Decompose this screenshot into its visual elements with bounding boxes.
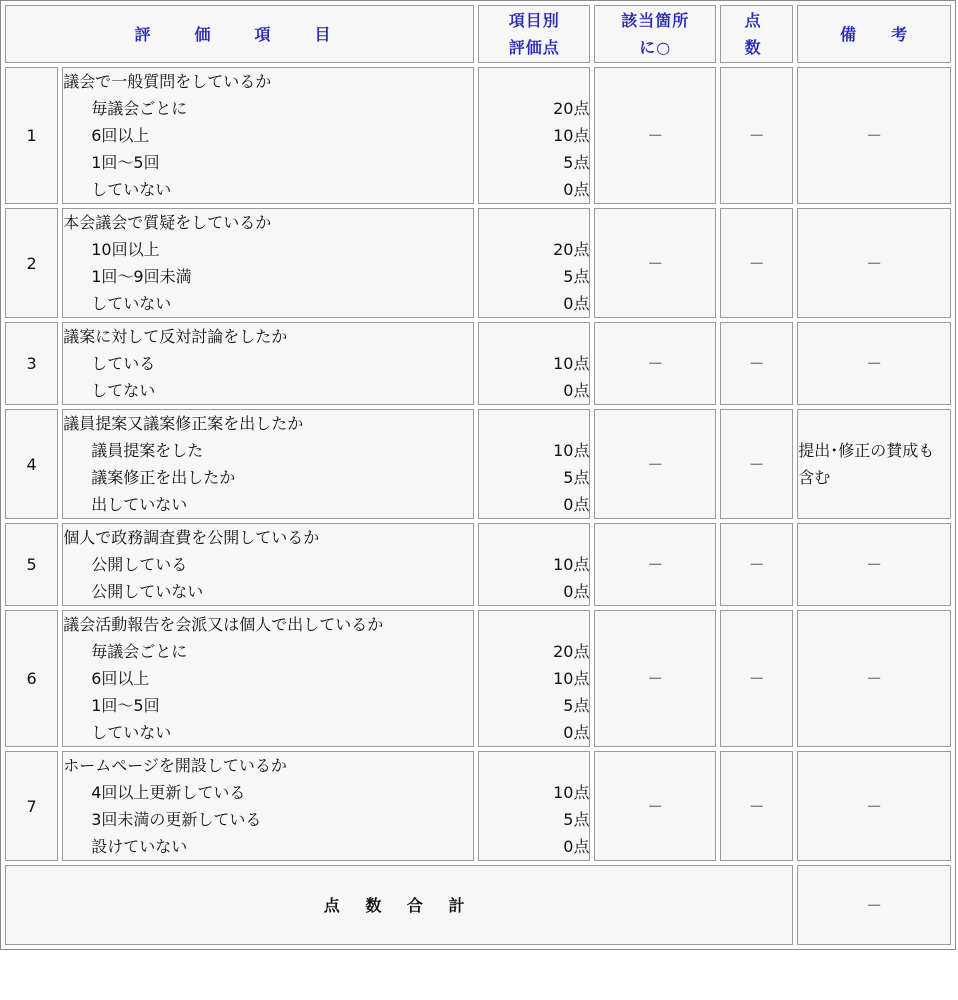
row-item-points bbox=[478, 208, 590, 318]
score-cell: － bbox=[720, 67, 793, 204]
row-item bbox=[62, 523, 474, 606]
score-cell: － bbox=[720, 610, 793, 747]
question-text: 個人で政務調査費を公開しているか bbox=[63, 528, 320, 547]
remark-cell: － bbox=[797, 610, 951, 747]
option-text: 1回～5回 bbox=[91, 696, 160, 715]
option-points: 5点 bbox=[563, 810, 590, 829]
option-points: 0点 bbox=[563, 180, 590, 199]
remark-cell: － bbox=[797, 67, 951, 204]
remark-cell: － bbox=[797, 523, 951, 606]
option-text: 1回～5回 bbox=[91, 153, 160, 172]
applicable-cell: － bbox=[594, 523, 716, 606]
option-points: 5点 bbox=[563, 696, 590, 715]
row-item bbox=[62, 208, 474, 318]
option-text: している bbox=[91, 354, 156, 373]
option-text: していない bbox=[91, 723, 172, 742]
option-text: 6回以上 bbox=[91, 126, 150, 145]
option-points: 10点 bbox=[553, 354, 590, 373]
row-item-points bbox=[478, 409, 590, 519]
option-points: 0点 bbox=[563, 582, 590, 601]
option-text: してない bbox=[91, 381, 156, 400]
row-item-points bbox=[478, 322, 590, 405]
header-points: 点 数 bbox=[720, 5, 793, 63]
applicable-cell: － bbox=[594, 610, 716, 747]
applicable-cell: － bbox=[594, 208, 716, 318]
question-text: 本会議会で質疑をしているか bbox=[63, 213, 272, 232]
table-row bbox=[5, 610, 951, 747]
score-cell: － bbox=[720, 208, 793, 318]
table-row bbox=[5, 322, 951, 405]
row-item-points bbox=[478, 523, 590, 606]
row-item bbox=[62, 751, 474, 861]
option-text: 10回以上 bbox=[91, 240, 160, 259]
row-item bbox=[62, 322, 474, 405]
option-text: 公開している bbox=[91, 555, 188, 574]
option-text: 毎議会ごとに bbox=[91, 99, 188, 118]
option-points: 20点 bbox=[553, 99, 590, 118]
total-row bbox=[5, 865, 951, 945]
score-cell: － bbox=[720, 322, 793, 405]
row-item bbox=[62, 610, 474, 747]
option-points: 10点 bbox=[553, 555, 590, 574]
header-applicable-line2: に○ bbox=[639, 38, 672, 57]
row-item bbox=[62, 67, 474, 204]
option-text: 議員提案をした bbox=[91, 441, 204, 460]
option-points: 0点 bbox=[563, 381, 590, 400]
applicable-cell: － bbox=[594, 67, 716, 204]
row-item-points bbox=[478, 751, 590, 861]
header-applicable-line1: 該当箇所 bbox=[621, 11, 690, 30]
row-number: 2 bbox=[5, 208, 58, 318]
option-points: 0点 bbox=[563, 294, 590, 313]
question-text: 議会で一般質問をしているか bbox=[63, 72, 272, 91]
option-text: 公開していない bbox=[91, 582, 204, 601]
total-value: － bbox=[797, 865, 951, 945]
option-points: 10点 bbox=[553, 126, 590, 145]
applicable-cell: － bbox=[594, 409, 716, 519]
option-text: 3回未満の更新している bbox=[91, 810, 262, 829]
option-text: していない bbox=[91, 180, 172, 199]
option-text: 1回～9回未満 bbox=[91, 267, 192, 286]
option-points: 10点 bbox=[553, 669, 590, 688]
option-points: 20点 bbox=[553, 240, 590, 259]
header-remarks: 備 考 bbox=[797, 5, 951, 63]
row-item-points bbox=[478, 67, 590, 204]
question-text: 議会活動報告を会派又は個人で出しているか bbox=[63, 615, 384, 634]
question-text: 議員提案又議案修正案を出したか bbox=[63, 414, 304, 433]
option-text: 議案修正を出したか bbox=[91, 468, 236, 487]
header-score-per-item-line2: 評価点 bbox=[508, 38, 560, 57]
option-points: 5点 bbox=[563, 267, 590, 286]
question-text: 議案に対して反対討論をしたか bbox=[63, 327, 288, 346]
table-row bbox=[5, 208, 951, 318]
row-number: 7 bbox=[5, 751, 58, 861]
header-applicable bbox=[594, 5, 716, 63]
header-score-per-item-line1: 項目別 bbox=[508, 11, 560, 30]
remark-cell: － bbox=[797, 208, 951, 318]
remark-cell: － bbox=[797, 322, 951, 405]
option-points: 20点 bbox=[553, 642, 590, 661]
option-text: していない bbox=[91, 294, 172, 313]
row-item-points bbox=[478, 610, 590, 747]
row-number: 3 bbox=[5, 322, 58, 405]
option-points: 10点 bbox=[553, 441, 590, 460]
header-item: 評 価 項 目 bbox=[5, 5, 474, 63]
table-row bbox=[5, 67, 951, 204]
row-number: 1 bbox=[5, 67, 58, 204]
option-text: 毎議会ごとに bbox=[91, 642, 188, 661]
table-row bbox=[5, 409, 951, 519]
row-number: 5 bbox=[5, 523, 58, 606]
option-text: 設けていない bbox=[91, 837, 188, 856]
option-points: 5点 bbox=[563, 468, 590, 487]
option-points: 5点 bbox=[563, 153, 590, 172]
remark-cell: － bbox=[797, 751, 951, 861]
total-label: 点 数 合 計 bbox=[5, 865, 793, 945]
score-cell: － bbox=[720, 409, 793, 519]
applicable-cell: － bbox=[594, 322, 716, 405]
header-score-per-item bbox=[478, 5, 590, 63]
score-cell: － bbox=[720, 523, 793, 606]
applicable-cell: － bbox=[594, 751, 716, 861]
option-text: 出していない bbox=[91, 495, 188, 514]
option-points: 0点 bbox=[563, 723, 590, 742]
remark-cell: 提出･修正の賛成も含む bbox=[797, 409, 951, 519]
question-text: ホームページを開設しているか bbox=[63, 756, 287, 775]
row-number: 6 bbox=[5, 610, 58, 747]
option-points: 0点 bbox=[563, 837, 590, 856]
option-text: 6回以上 bbox=[91, 669, 150, 688]
table-row bbox=[5, 523, 951, 606]
score-cell: － bbox=[720, 751, 793, 861]
option-points: 10点 bbox=[553, 783, 590, 802]
option-points: 0点 bbox=[563, 495, 590, 514]
row-number: 4 bbox=[5, 409, 58, 519]
option-text: 4回以上更新している bbox=[91, 783, 246, 802]
header-row bbox=[5, 5, 951, 63]
table-row bbox=[5, 751, 951, 861]
row-item bbox=[62, 409, 474, 519]
